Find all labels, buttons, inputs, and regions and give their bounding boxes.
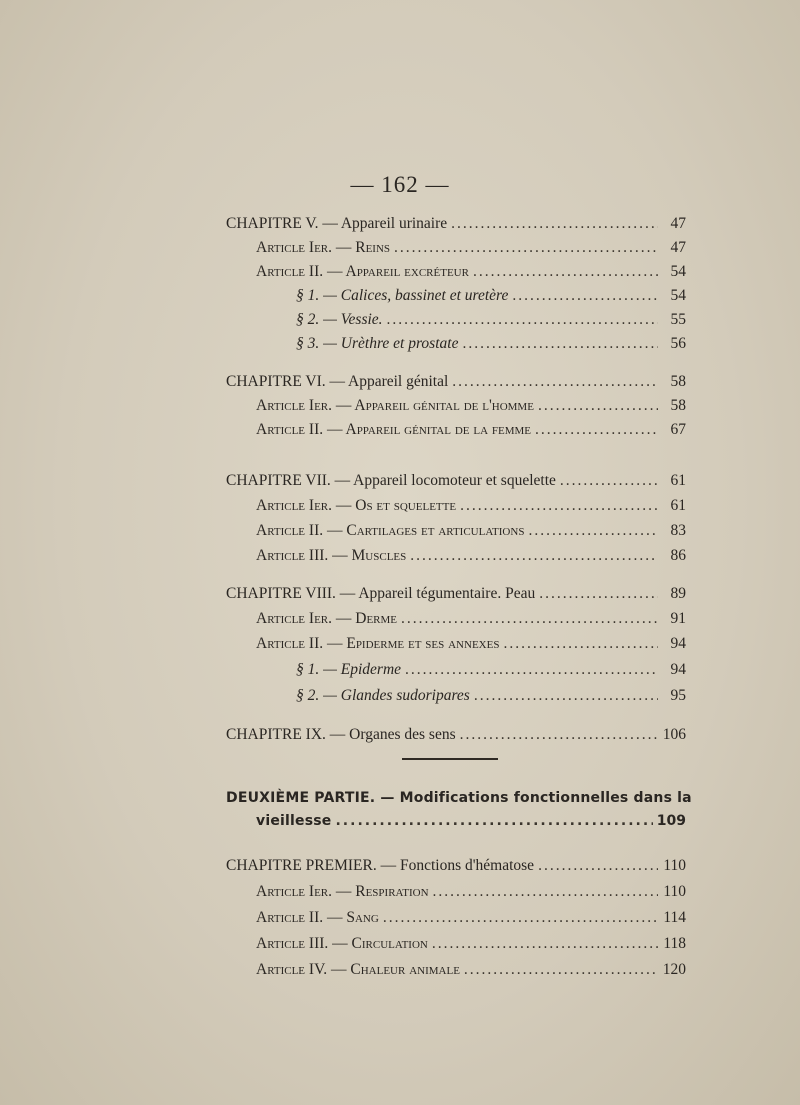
leader-dots bbox=[473, 260, 658, 284]
toc-entry bbox=[226, 632, 686, 656]
toc-label: Article II. — Epiderme et ses annexes bbox=[256, 635, 500, 652]
toc-entry bbox=[226, 854, 686, 878]
toc-label: § 3. — Urèthre et prostate bbox=[296, 335, 459, 352]
toc-entry bbox=[226, 607, 686, 631]
toc-label: CHAPITRE VII. — Appareil locomoteur et squelette bbox=[226, 472, 556, 489]
toc-page: 54 bbox=[670, 263, 686, 280]
toc-label: Article II. — Appareil excréteur bbox=[256, 263, 469, 280]
leader-dots bbox=[335, 809, 652, 833]
toc-entry bbox=[226, 394, 686, 418]
toc-page: 120 bbox=[662, 961, 686, 978]
toc-page: 47 bbox=[670, 239, 686, 256]
toc-entry bbox=[226, 906, 686, 930]
toc-entry bbox=[226, 260, 686, 284]
toc-label: CHAPITRE VI. — Appareil génital bbox=[226, 373, 449, 390]
toc-label: vieillesse bbox=[256, 813, 332, 829]
toc-entry bbox=[226, 880, 686, 904]
toc-page: 94 bbox=[670, 635, 686, 652]
leader-dots bbox=[451, 212, 658, 236]
toc-label: Article Ier. — Respiration bbox=[256, 883, 429, 900]
toc-entry bbox=[226, 370, 686, 394]
toc-page: 106 bbox=[662, 726, 686, 743]
toc-page: 58 bbox=[670, 397, 686, 414]
leader-dots bbox=[405, 658, 658, 682]
toc-label: Article II. — Cartilages et articulations bbox=[256, 522, 525, 539]
leader-dots bbox=[452, 370, 658, 394]
toc-page: 114 bbox=[663, 909, 686, 926]
toc-label: Article Ier. — Os et squelette bbox=[256, 497, 457, 514]
toc-page: 109 bbox=[656, 813, 686, 829]
toc-entry bbox=[226, 284, 686, 308]
leader-dots bbox=[410, 544, 658, 568]
toc-page: 47 bbox=[670, 215, 686, 232]
toc-entry bbox=[226, 519, 686, 543]
toc-entry bbox=[226, 212, 686, 236]
toc-page: 56 bbox=[670, 335, 686, 352]
leader-dots bbox=[474, 684, 658, 708]
toc-label: CHAPITRE V. — Appareil urinaire bbox=[226, 215, 448, 232]
toc-label: § 1. — Epiderme bbox=[296, 661, 402, 678]
toc-label: CHAPITRE VIII. — Appareil tégumentaire. Peau bbox=[226, 585, 536, 602]
toc-page: 110 bbox=[663, 883, 686, 900]
leader-dots bbox=[528, 519, 658, 543]
toc-label: § 2. — Vessie. bbox=[296, 311, 383, 328]
toc-label: CHAPITRE IX. — Organes des sens bbox=[226, 726, 456, 743]
toc-entry bbox=[226, 932, 686, 956]
toc-entry bbox=[226, 958, 686, 982]
leader-dots bbox=[394, 236, 658, 260]
leader-dots bbox=[539, 582, 658, 606]
leader-dots bbox=[460, 494, 658, 518]
toc-entry bbox=[226, 544, 686, 568]
toc-entry bbox=[226, 723, 686, 747]
leader-dots bbox=[433, 880, 658, 904]
toc-entry bbox=[226, 308, 686, 332]
toc-label: Article II. — Sang bbox=[256, 909, 379, 926]
toc-page: 83 bbox=[670, 522, 686, 539]
toc-label: Article Ier. — Reins bbox=[256, 239, 391, 256]
toc-entry bbox=[226, 469, 686, 493]
leader-dots bbox=[387, 308, 658, 332]
toc-entry bbox=[226, 494, 686, 518]
toc-page: 91 bbox=[670, 610, 686, 627]
leader-dots bbox=[432, 932, 658, 956]
toc-label: Article IV. — Chaleur animale bbox=[256, 961, 460, 978]
toc-page: 58 bbox=[670, 373, 686, 390]
toc-page: 55 bbox=[670, 311, 686, 328]
leader-dots bbox=[460, 723, 658, 747]
toc-page: 61 bbox=[670, 497, 686, 514]
leader-dots bbox=[503, 632, 658, 656]
toc-page: 89 bbox=[670, 585, 686, 602]
toc-label: Article Ier. — Derme bbox=[256, 610, 397, 627]
part-heading bbox=[226, 786, 692, 810]
leader-dots bbox=[383, 906, 658, 930]
leader-dots bbox=[560, 469, 658, 493]
toc-page: 94 bbox=[670, 661, 686, 678]
leader-dots bbox=[462, 332, 658, 356]
toc-entry bbox=[226, 684, 686, 708]
toc-entry bbox=[226, 658, 686, 682]
toc-label: DEUXIÈME PARTIE. — Modifications fonctionnelles dans la bbox=[226, 790, 692, 806]
page-number: — 162 — bbox=[350, 172, 450, 197]
section-divider bbox=[402, 758, 498, 760]
toc-page: 118 bbox=[663, 935, 686, 952]
toc-page: 61 bbox=[670, 472, 686, 489]
leader-dots bbox=[535, 418, 658, 442]
toc-label: Article Ier. — Appareil génital de l'homme bbox=[256, 397, 534, 414]
leader-dots bbox=[538, 854, 658, 878]
toc-label: § 1. — Calices, bassinet et uretère bbox=[296, 287, 509, 304]
toc-entry bbox=[256, 809, 686, 833]
leader-dots bbox=[538, 394, 658, 418]
leader-dots bbox=[464, 958, 658, 982]
toc-label: CHAPITRE PREMIER. — Fonctions d'hématose bbox=[226, 857, 535, 874]
toc-label: Article II. — Appareil génital de la femme bbox=[256, 421, 532, 438]
toc-entry bbox=[226, 236, 686, 260]
toc-page: 110 bbox=[663, 857, 686, 874]
toc-label: § 2. — Glandes sudoripares bbox=[296, 687, 470, 704]
toc-label: Article III. — Muscles bbox=[256, 547, 407, 564]
toc-page: 86 bbox=[670, 547, 686, 564]
toc-label: Article III. — Circulation bbox=[256, 935, 428, 952]
leader-dots bbox=[401, 607, 658, 631]
toc-entry bbox=[226, 582, 686, 606]
toc-page: 54 bbox=[670, 287, 686, 304]
toc-page: 67 bbox=[670, 421, 686, 438]
toc-page: 95 bbox=[670, 687, 686, 704]
toc-entry bbox=[226, 332, 686, 356]
leader-dots bbox=[512, 284, 658, 308]
toc-entry bbox=[226, 418, 686, 442]
